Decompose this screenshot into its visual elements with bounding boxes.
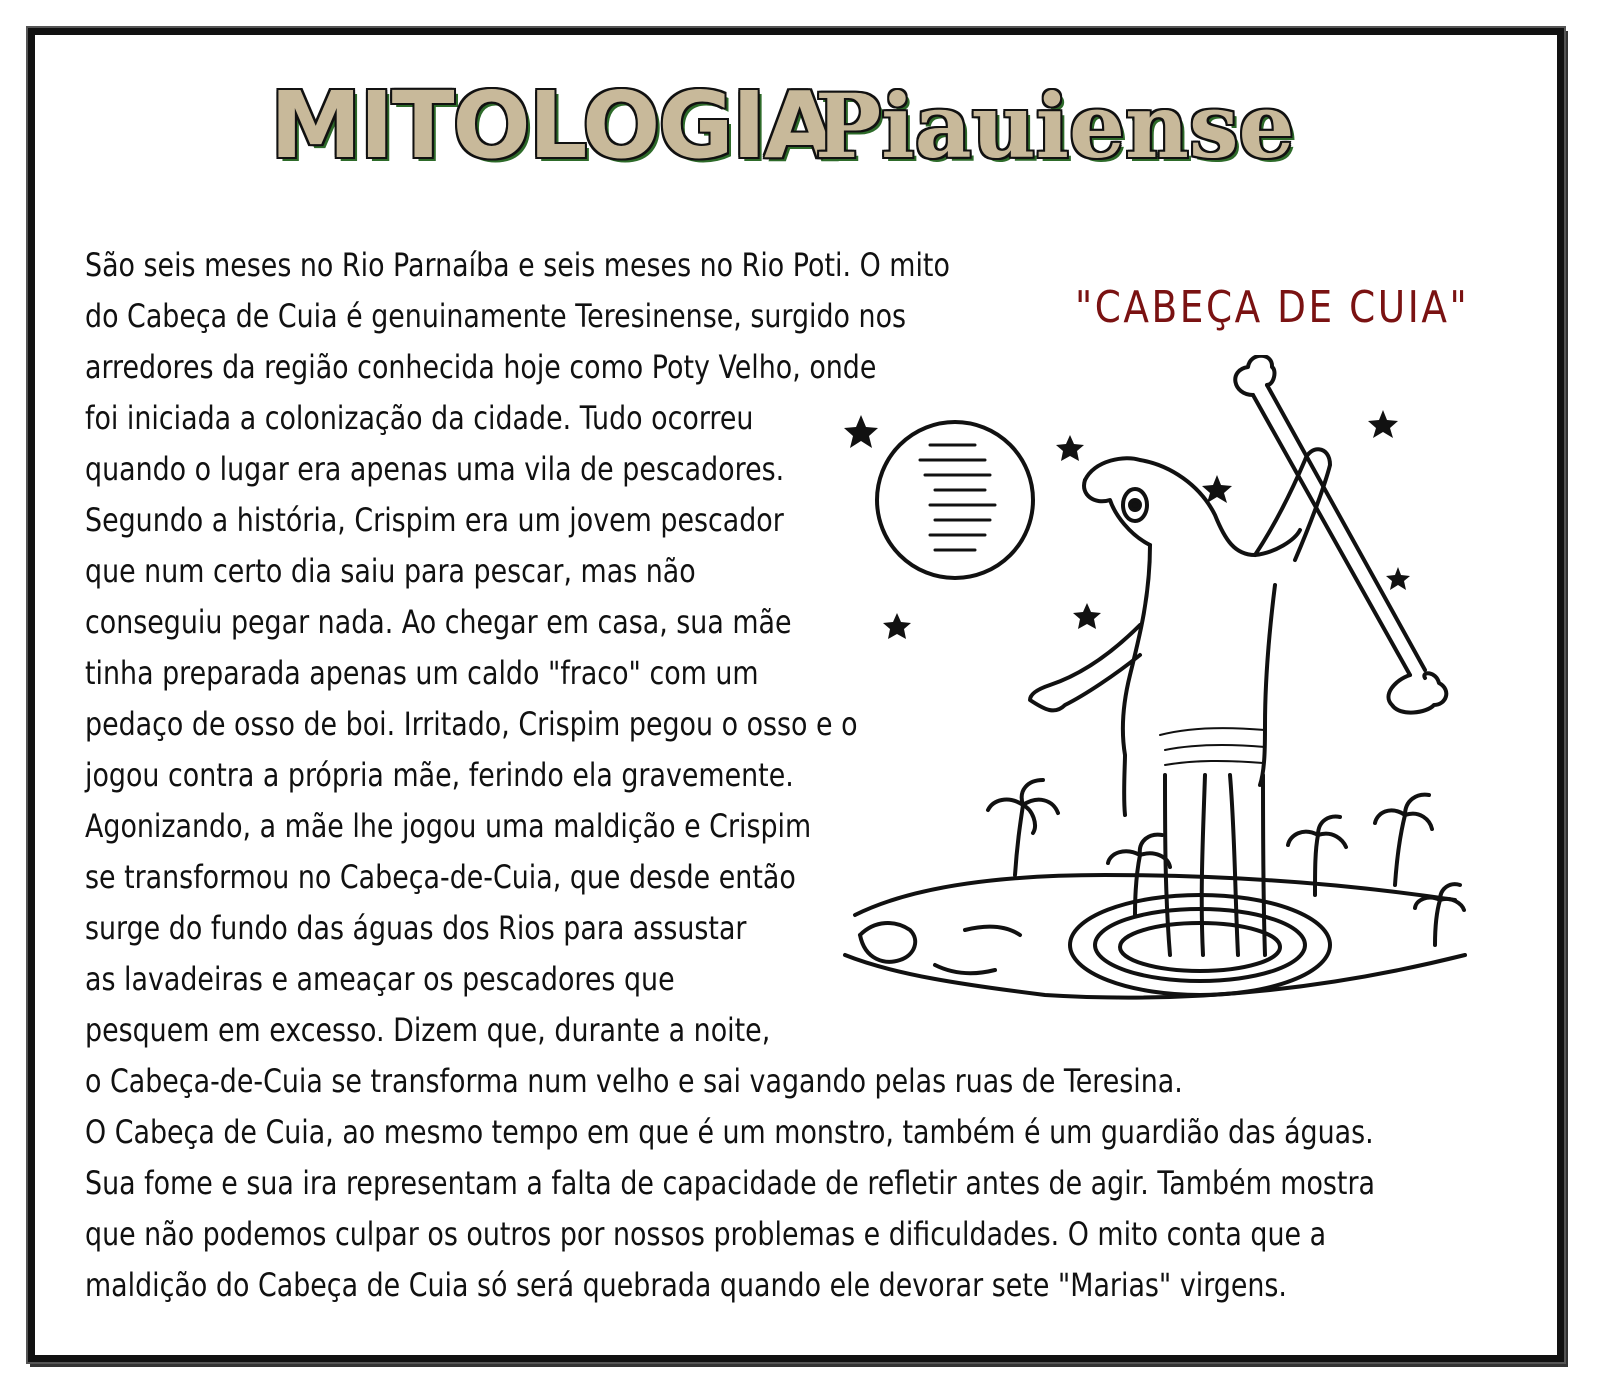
text-line: tinha preparada apenas um caldo "fraco" com um bbox=[85, 654, 759, 692]
cabeca-de-cuia-illustration bbox=[835, 355, 1485, 1035]
text-line: que num certo dia saiu para pescar, mas não bbox=[85, 552, 696, 590]
text-line: São seis meses no Rio Parnaíba e seis meses no Rio Poti. O mito bbox=[85, 246, 950, 284]
text-line: pedaço de osso de boi. Irritado, Crispim pegou o osso e o bbox=[85, 705, 858, 743]
title-piauiense: Piauiense bbox=[815, 74, 1295, 178]
title-mitologia: MITOLOGIA bbox=[270, 72, 834, 179]
palm-tree-icon bbox=[988, 780, 1464, 945]
text-line: Segundo a história, Crispim era um jovem pescador bbox=[85, 501, 784, 539]
text-line: que não podemos culpar os outros por nossos problemas e dificuldades. O mito conta que a bbox=[85, 1215, 1327, 1253]
text-line: foi iniciada a colonização da cidade. Tudo ocorreu bbox=[85, 399, 754, 437]
illustration-title: "CABEÇA DE CUIA" bbox=[1075, 282, 1470, 333]
text-line: do Cabeça de Cuia é genuinamente Teresinense, surgido nos bbox=[85, 297, 907, 335]
text-line: surge do fundo das águas dos Rios para assustar bbox=[85, 909, 747, 947]
text-line: o Cabeça-de-Cuia se transforma num velho e sai vagando pelas ruas de Teresina. bbox=[85, 1062, 1183, 1100]
text-line: Agonizando, a mãe lhe jogou uma maldição e Crispim bbox=[85, 807, 812, 845]
text-line: maldição do Cabeça de Cuia só será quebrada quando ele devorar sete "Marias" virgens. bbox=[85, 1266, 1287, 1304]
text-line: conseguiu pegar nada. Ao chegar em casa, sua mãe bbox=[85, 603, 792, 641]
text-line: O Cabeça de Cuia, ao mesmo tempo em que é um monstro, também é um guardião das águas. bbox=[85, 1113, 1374, 1151]
text-line: jogou contra a própria mãe, ferindo ela gravemente. bbox=[85, 756, 794, 794]
text-line: arredores da região conhecida hoje como Poty Velho, onde bbox=[85, 348, 877, 386]
moon-icon bbox=[877, 422, 1033, 578]
text-line: pesquem em excesso. Dizem que, durante a noite, bbox=[85, 1011, 771, 1049]
text-line: Sua fome e sua ira representam a falta de capacidade de refletir antes de agir. Também mostra bbox=[85, 1164, 1375, 1202]
text-line: se transformou no Cabeça-de-Cuia, que desde então bbox=[85, 858, 796, 896]
text-line: as lavadeiras e ameaçar os pescadores que bbox=[85, 960, 675, 998]
text-line: quando o lugar era apenas uma vila de pescadores. bbox=[85, 450, 785, 488]
